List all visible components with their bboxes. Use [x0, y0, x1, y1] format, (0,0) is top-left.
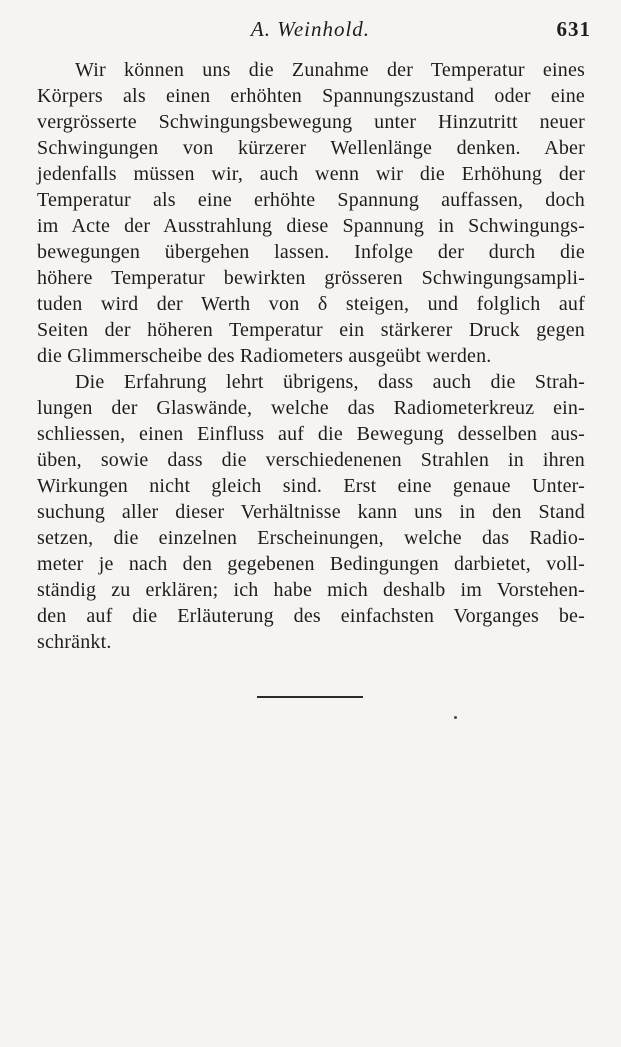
body-text — [37, 57, 585, 655]
ink-speck — [454, 716, 457, 719]
text-line: suchung aller dieser Verhältnisse kann uns in den Stand — [37, 501, 585, 523]
text-line: üben, sowie dass die verschiedenenen Strahlen in ihren — [37, 449, 585, 471]
text-line: ständig zu erklären; ich habe mich deshalb im Vorstehen- — [37, 579, 585, 601]
text-line: Temperatur als eine erhöhte Spannung auffassen, doch — [37, 189, 585, 211]
page-number: 631 — [556, 17, 591, 41]
text-line: die Glimmerscheibe des Radiometers ausgeübt werden. — [37, 345, 492, 367]
text-line: vergrösserte Schwingungsbewegung unter Hinzutritt neuer — [37, 111, 585, 133]
text-line: Die Erfahrung lehrt übrigens, dass auch die Strah- — [75, 371, 585, 393]
text-line: Körpers als einen erhöhten Spannungszustand oder eine — [37, 85, 585, 107]
text-line: Wirkungen nicht gleich sind. Erst eine genaue Unter- — [37, 475, 585, 497]
text-line: im Acte der Ausstrahlung diese Spannung in Schwingungs- — [37, 215, 585, 237]
text-line: schränkt. — [37, 631, 112, 653]
text-line: jedenfalls müssen wir, auch wenn wir die Erhöhung der — [37, 163, 585, 185]
text-line: höhere Temperatur bewirkten grösseren Schwingungsampli- — [37, 267, 585, 289]
text-line: tuden wird der Werth von δ steigen, und folglich auf — [37, 293, 585, 315]
running-title: A. Weinhold. — [250, 17, 371, 41]
text-line: den auf die Erläuterung des einfachsten Vorganges be- — [37, 605, 585, 627]
text-line: lungen der Glaswände, welche das Radiometerkreuz ein- — [37, 397, 585, 419]
text-line: Wir können uns die Zunahme der Temperatur eines — [75, 59, 585, 81]
text-line: Schwingungen von kürzerer Wellenlänge denken. Aber — [37, 137, 585, 159]
page-header — [0, 17, 621, 43]
text-line: meter je nach den gegebenen Bedingungen darbietet, voll- — [37, 553, 585, 575]
text-line: setzen, die einzelnen Erscheinungen, welche das Radio- — [37, 527, 585, 549]
text-line: schliessen, einen Einfluss auf die Bewegung desselben aus- — [37, 423, 585, 445]
section-divider-rule — [257, 696, 363, 698]
text-line: bewegungen übergehen lassen. Infolge der durch die — [37, 241, 585, 263]
text-line: Seiten der höheren Temperatur ein stärkerer Druck gegen — [37, 319, 585, 341]
